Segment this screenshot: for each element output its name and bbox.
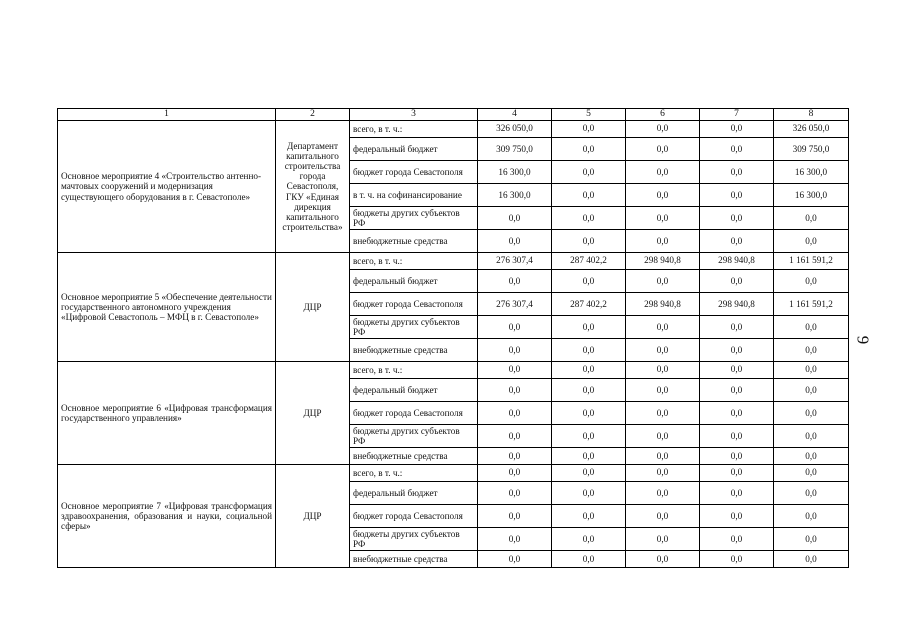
amount-cell: 16 300,0 — [478, 184, 552, 207]
amount-cell: 0,0 — [552, 138, 626, 161]
funding-source-cell: всего, в т. ч.: — [350, 253, 478, 270]
amount-cell: 0,0 — [626, 528, 700, 551]
amount-cell: 276 307,4 — [478, 293, 552, 316]
amount-cell: 0,0 — [626, 402, 700, 425]
amount-cell: 326 050,0 — [478, 121, 552, 138]
amount-cell: 0,0 — [552, 448, 626, 465]
funding-source-cell: бюджеты других субъектов РФ — [350, 207, 478, 230]
column-number-header: 7 — [700, 109, 774, 121]
amount-cell: 0,0 — [478, 551, 552, 568]
event-title-cell: Основное мероприятие 4 «Строительство антенно-мачтовых сооружений и модернизация существующего оборудования в г. Севастополе» — [58, 121, 276, 253]
amount-cell: 0,0 — [552, 362, 626, 379]
amount-cell: 298 940,8 — [700, 253, 774, 270]
funding-source-cell: внебюджетные средства — [350, 339, 478, 362]
funding-source-cell: федеральный бюджет — [350, 379, 478, 402]
amount-cell: 0,0 — [700, 551, 774, 568]
amount-cell: 0,0 — [626, 270, 700, 293]
amount-cell: 0,0 — [626, 448, 700, 465]
amount-cell: 326 050,0 — [774, 121, 849, 138]
executor-cell: ДЦР — [276, 362, 350, 465]
executor-cell: Департамент капитального строительства города Севастополя, ГКУ «Единая дирекция капитального строительства» — [276, 121, 350, 253]
amount-cell: 0,0 — [774, 362, 849, 379]
amount-cell: 0,0 — [552, 551, 626, 568]
amount-cell: 0,0 — [700, 402, 774, 425]
page-number: 9 — [853, 335, 873, 345]
amount-cell: 0,0 — [626, 230, 700, 253]
amount-cell: 0,0 — [774, 448, 849, 465]
column-number-header: 8 — [774, 109, 849, 121]
funding-source-cell: всего, в т. ч.: — [350, 121, 478, 138]
amount-cell: 0,0 — [626, 138, 700, 161]
funding-source-cell: бюджет города Севастополя — [350, 402, 478, 425]
amount-cell: 0,0 — [700, 121, 774, 138]
amount-cell: 0,0 — [626, 161, 700, 184]
amount-cell: 0,0 — [552, 528, 626, 551]
amount-cell: 0,0 — [552, 505, 626, 528]
funding-source-cell: внебюджетные средства — [350, 230, 478, 253]
amount-cell: 0,0 — [700, 316, 774, 339]
amount-cell: 0,0 — [552, 161, 626, 184]
table-row — [58, 465, 849, 482]
amount-cell: 0,0 — [774, 465, 849, 482]
amount-cell: 0,0 — [478, 230, 552, 253]
amount-cell: 0,0 — [700, 138, 774, 161]
amount-cell: 16 300,0 — [774, 161, 849, 184]
amount-cell: 0,0 — [478, 448, 552, 465]
amount-cell: 0,0 — [552, 379, 626, 402]
column-number-header: 4 — [478, 109, 552, 121]
amount-cell: 0,0 — [552, 230, 626, 253]
amount-cell: 0,0 — [626, 121, 700, 138]
funding-source-cell: федеральный бюджет — [350, 270, 478, 293]
column-number-header: 1 — [58, 109, 276, 121]
amount-cell: 0,0 — [478, 402, 552, 425]
amount-cell: 0,0 — [626, 482, 700, 505]
amount-cell: 0,0 — [626, 362, 700, 379]
funding-source-cell: бюджет города Севастополя — [350, 505, 478, 528]
amount-cell: 0,0 — [478, 207, 552, 230]
amount-cell: 0,0 — [552, 425, 626, 448]
table-row — [58, 121, 849, 138]
amount-cell: 0,0 — [626, 551, 700, 568]
amount-cell: 0,0 — [774, 230, 849, 253]
amount-cell: 0,0 — [478, 339, 552, 362]
amount-cell: 0,0 — [700, 161, 774, 184]
amount-cell: 0,0 — [700, 230, 774, 253]
amount-cell: 0,0 — [700, 465, 774, 482]
table-row — [58, 253, 849, 270]
amount-cell: 0,0 — [552, 465, 626, 482]
amount-cell: 0,0 — [552, 270, 626, 293]
amount-cell: 0,0 — [552, 482, 626, 505]
amount-cell: 287 402,2 — [552, 293, 626, 316]
amount-cell: 298 940,8 — [626, 253, 700, 270]
amount-cell: 0,0 — [626, 379, 700, 402]
funding-source-cell: всего, в т. ч.: — [350, 362, 478, 379]
amount-cell: 0,0 — [478, 465, 552, 482]
amount-cell: 0,0 — [774, 551, 849, 568]
amount-cell: 0,0 — [774, 528, 849, 551]
amount-cell: 0,0 — [774, 207, 849, 230]
executor-cell: ДЦР — [276, 465, 350, 568]
amount-cell: 287 402,2 — [552, 253, 626, 270]
amount-cell: 0,0 — [478, 505, 552, 528]
amount-cell: 298 940,8 — [626, 293, 700, 316]
column-number-header: 5 — [552, 109, 626, 121]
funding-source-cell: бюджеты других субъектов РФ — [350, 528, 478, 551]
amount-cell: 0,0 — [626, 465, 700, 482]
amount-cell: 0,0 — [552, 402, 626, 425]
budget-table — [57, 108, 849, 568]
funding-source-cell: бюджет города Севастополя — [350, 161, 478, 184]
amount-cell: 0,0 — [700, 425, 774, 448]
column-number-header: 6 — [626, 109, 700, 121]
amount-cell: 0,0 — [552, 121, 626, 138]
amount-cell: 0,0 — [552, 184, 626, 207]
amount-cell: 0,0 — [552, 207, 626, 230]
amount-cell: 1 161 591,2 — [774, 253, 849, 270]
amount-cell: 298 940,8 — [700, 293, 774, 316]
amount-cell: 0,0 — [626, 339, 700, 362]
amount-cell: 0,0 — [700, 270, 774, 293]
table-row — [58, 362, 849, 379]
funding-source-cell: федеральный бюджет — [350, 138, 478, 161]
amount-cell: 0,0 — [700, 184, 774, 207]
funding-source-cell: внебюджетные средства — [350, 551, 478, 568]
amount-cell: 0,0 — [774, 505, 849, 528]
amount-cell: 0,0 — [478, 528, 552, 551]
amount-cell: 0,0 — [478, 316, 552, 339]
amount-cell: 16 300,0 — [774, 184, 849, 207]
amount-cell: 0,0 — [774, 482, 849, 505]
event-title-cell: Основное мероприятие 6 «Цифровая трансформация государственного управления» — [58, 362, 276, 465]
amount-cell: 0,0 — [478, 270, 552, 293]
amount-cell: 309 750,0 — [774, 138, 849, 161]
funding-source-cell: внебюджетные средства — [350, 448, 478, 465]
amount-cell: 0,0 — [626, 316, 700, 339]
amount-cell: 1 161 591,2 — [774, 293, 849, 316]
executor-cell: ДЦР — [276, 253, 350, 362]
amount-cell: 16 300,0 — [478, 161, 552, 184]
table-header-row — [58, 109, 849, 121]
funding-source-cell: в т. ч. на софинансирование — [350, 184, 478, 207]
amount-cell: 0,0 — [626, 425, 700, 448]
amount-cell: 0,0 — [478, 482, 552, 505]
event-title-cell: Основное мероприятие 5 «Обеспечение деятельности государственного автономного учреждения «Цифровой Севастополь – МФЦ в г. Севастополе» — [58, 253, 276, 362]
funding-source-cell: бюджеты других субъектов РФ — [350, 316, 478, 339]
amount-cell: 0,0 — [626, 184, 700, 207]
funding-source-cell: бюджеты других субъектов РФ — [350, 425, 478, 448]
column-number-header: 2 — [276, 109, 350, 121]
amount-cell: 0,0 — [774, 270, 849, 293]
funding-source-cell: бюджет города Севастополя — [350, 293, 478, 316]
amount-cell: 0,0 — [478, 362, 552, 379]
amount-cell: 0,0 — [478, 379, 552, 402]
amount-cell: 0,0 — [552, 316, 626, 339]
event-title-cell: Основное мероприятие 7 «Цифровая трансформация здравоохранения, образования и науки, социальной сферы» — [58, 465, 276, 568]
amount-cell: 0,0 — [700, 362, 774, 379]
amount-cell: 276 307,4 — [478, 253, 552, 270]
amount-cell: 0,0 — [700, 505, 774, 528]
amount-cell: 0,0 — [478, 425, 552, 448]
amount-cell: 0,0 — [552, 339, 626, 362]
amount-cell: 0,0 — [774, 402, 849, 425]
funding-source-cell: всего, в т. ч.: — [350, 465, 478, 482]
amount-cell: 0,0 — [774, 339, 849, 362]
column-number-header: 3 — [350, 109, 478, 121]
amount-cell: 0,0 — [700, 207, 774, 230]
amount-cell: 0,0 — [774, 379, 849, 402]
amount-cell: 0,0 — [700, 482, 774, 505]
amount-cell: 0,0 — [626, 505, 700, 528]
amount-cell: 0,0 — [774, 425, 849, 448]
amount-cell: 0,0 — [774, 316, 849, 339]
amount-cell: 0,0 — [700, 448, 774, 465]
amount-cell: 309 750,0 — [478, 138, 552, 161]
amount-cell: 0,0 — [626, 207, 700, 230]
amount-cell: 0,0 — [700, 528, 774, 551]
amount-cell: 0,0 — [700, 379, 774, 402]
funding-source-cell: федеральный бюджет — [350, 482, 478, 505]
amount-cell: 0,0 — [700, 339, 774, 362]
